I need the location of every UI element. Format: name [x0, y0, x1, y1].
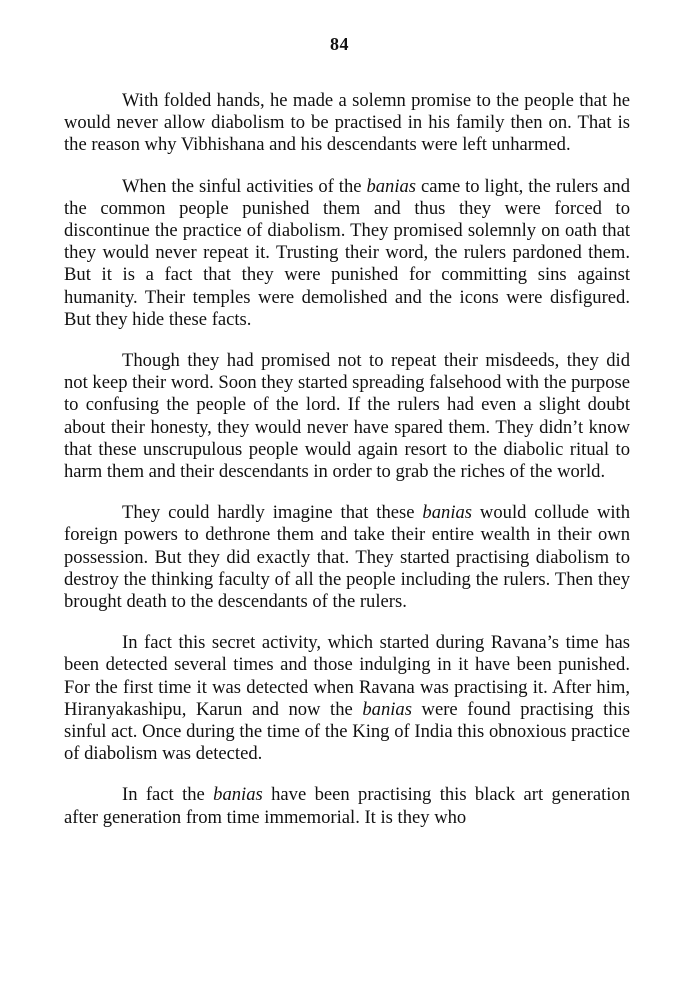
paragraph [64, 90, 630, 157]
text-run: In fact the [122, 784, 214, 806]
text-run: They could hardly imagine that these [122, 502, 423, 524]
text-run: With folded hands, he made a solemn promise to the people that he would never allow diabolism to be practised in his family then on. That is the reason why Vibhishana and his descendants were left unharmed. [64, 90, 630, 156]
text-run: When the sinful activities of the [122, 175, 367, 197]
italic-term: banias [422, 502, 473, 524]
page-number: 84 [330, 34, 349, 54]
text-run: would collude with foreign powers to dethrone them and take their entire wealth in their own possession. But they did exactly that. They started practising diabolism to destroy the thinking faculty of all the people including the rulers. Then they brought death to the descendants of the rulers. [64, 502, 630, 613]
italic-term: banias [362, 698, 412, 720]
text-run: came to light, the rulers and the common people punished them and thus they were forced to discontinue the practice of diabolism. They promised solemnly on oath that they would never repeat it. Trusting their word, the rulers pardoned them. But it is a fact that they were punished for committing sins against humanity. Their temples were demolished and the icons were disfigured. But they hide these facts. [64, 175, 630, 330]
italic-term: banias [366, 175, 417, 197]
text-run: were found practising this sinful act. Once during the time of the King of India this obnoxious practice of diabolism was detected. [64, 698, 630, 765]
italic-term: banias [213, 784, 263, 806]
text-run: In fact this secret activity, which started during Ravana’s time has been detected several times and those indulging in it have been punished. For the first time it was detected when Ravana was practising it. After him, Hiranyakashipu, Karun and now the [64, 632, 630, 720]
paragraph [64, 502, 630, 613]
text-run: have been practising this black art generation after generation from time immemorial. It is they who [64, 784, 630, 828]
body-text [64, 90, 630, 829]
text-run: Though they had promised not to repeat their misdeeds, they did not keep their word. Soon they started spreading falsehood with the purpose to confusing the people of the lord. If the rulers had even a slight doubt about their honesty, they would never have spared them. They didn’t know that these unscrupulous people would again resort to the diabolic ritual to harm them and their descendants in order to grab the riches of the world. [64, 350, 630, 483]
paragraph [64, 350, 630, 483]
paragraph [64, 784, 630, 828]
paragraph [64, 176, 630, 331]
paragraph [64, 632, 630, 765]
